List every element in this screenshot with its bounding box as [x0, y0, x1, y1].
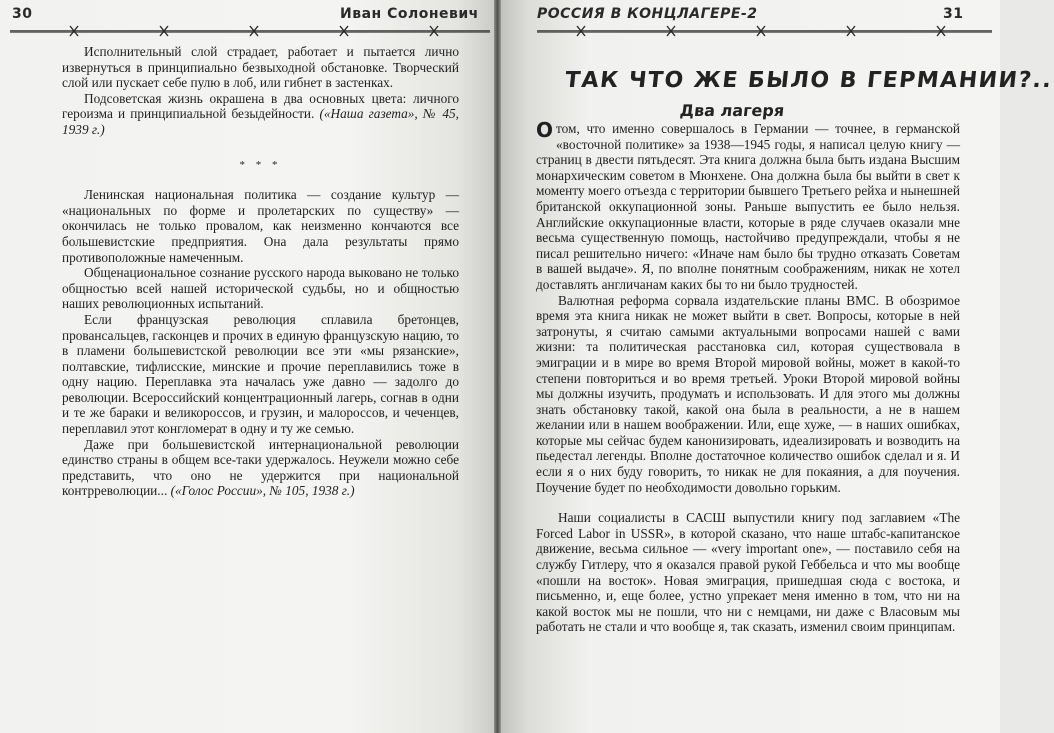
drop-cap: О — [536, 118, 554, 142]
left-paragraph-2: Подсоветская жизнь окрашена в два основных цвета: личного героизма и принципиальной безыдейности. («Наша газета», № 45, 1939 г.) — [62, 90, 459, 137]
chapter-title: ТАК ЧТО ЖЕ БЫЛО В ГЕРМАНИИ?.. — [563, 68, 1054, 93]
left-paragraph-6: Даже при большевистской интернациональной революции единство страны в общем все-таки удержалось. Неужели можно себе представить, что оно не удержится при национальной контрреволюции... («Голос России», № 105, 1938 г.) — [62, 436, 459, 499]
right-page-body — [536, 118, 960, 635]
left-paragraph-1: Исполнительный слой страдает, работает и пытается лично извернуться в принципиально безвыходной обстановке. Творческий слой или пускает себе пулю в лоб, или гибнет в застенках. — [62, 44, 459, 91]
barbed-wire-divider-icon — [10, 24, 490, 38]
left-running-head: Иван Солоневич — [340, 6, 479, 22]
left-page-number: 30 — [12, 6, 33, 22]
book-gutter — [494, 0, 501, 733]
right-paragraph-1: Отом, что именно совершалось в Германии — точнее, в германской «восточной политике» за 1938—1945 годы, я написал целую книгу — страниц в двести пятьдесят. Эта книга должна была быть издана Высшим монархическим советом в Мюнхене. Она должна была бы выйти в свет к моменту моего отъезда с территории бывшего Третьего рейха и нынешней британской оккупационной зоны. Раньше выпустить ее было нельзя. Английские оккупационные власти, которые в ряде случаев оказали мне весьма существенную помощь, настойчиво предупреждали, чтобы я не писал решительно ничего: «Иначе нам было бы трудно отказать Советам в вашей выдаче». Я, по вполне понятным соображениям, никак не хотел доставлять англичанам каких бы то ни было трудностей. — [536, 118, 960, 292]
left-paragraph-4: Общенациональное сознание русского народа выковано не только общностью всей нашей исторической судьбы, но и общностью наших революционных испытаний. — [62, 265, 459, 312]
citation: («Наша газета», № 45, 1939 г.) — [62, 106, 459, 137]
right-paragraph-2: Валютная реформа сорвала издательские планы ВМС. В обозримое время эта книга никак не может выйти в свет. Вопросы, которые в ней затронуты, я считаю самыми актуальными вопросами нашей с вами жизни: та политическая расстановка сил, которая существовала в эмиграции и в мире во время Второй мировой войны, может в какой-то степени повториться и во время третьей. Уроки Второй мировой войны мы должны изучить, продумать и использовать. И для этого мы должны знать обстановку такой, какой она была в реальности, а не в нашем желании или в нашем воображении. Или, еще хуже, — в наших ошибках, которые мы сейчас будем канонизировать, идеализировать и возводить на пьедестал легенды. Вполне достаточное количество ошибок сделал и я. И если я о них буду говорить, то никак не для покаяния, а для поучения. Поучение будет по необходимости довольно горьким. — [536, 292, 960, 495]
right-running-head: РОССИЯ В КОНЦЛАГЕРЕ-2 — [537, 6, 758, 22]
barbed-wire-divider-icon — [537, 24, 992, 38]
right-page-number: 31 — [943, 6, 964, 22]
citation: («Голос России», № 105, 1938 г.) — [170, 483, 355, 499]
right-paragraph-3: Наши социалисты в САСШ выпустили книгу под заглавием «The Forced Labor in USSR», в которой сказано, что наше штабс-капитанское движение, весьма сильное — «very important one», — поставило себя на службу Гитлеру, что я оказался правой рукой Геббельса и что мы вообще «пошли на восток». Новая эмиграция, пришедшая сюда с востока, и письменно, и, еще более, устно упрекает меня именно в том, что ни на какой восток мы не пошли, что ни с немцами, ни даже с Власовым мы работать не стали и что вообще я, так сказать, изменил своим принципам. — [536, 510, 960, 635]
left-page — [0, 0, 497, 733]
left-paragraph-5: Если французская революция сплавила бретонцев, провансальцев, гасконцев и прочих в единую французскую нацию, то в пламени большевистской революции все эти «мы рязанские», полтавские, тифлисские, минские и прочие переплавились тоже в одну нацию. Переплавка эта началась уже давно — задолго до революции. Всероссийский концентрационный лагерь, согнав в одни и те же бараки и великороссов, и грузин, и малороссов, и чеченцев, переплавил этот конгломерат в одну и ту же семью. — [62, 311, 459, 437]
section-separator: * * * — [239, 158, 282, 171]
left-paragraph-3: Ленинская национальная политика — создание культур — «национальных по форме и пролетарских по существу» — окончилась не только провалом, как неизменно кончаются все большевистские предприятия. Она дала результаты прямо противоположные намеченным. — [62, 187, 459, 265]
section-title: Два лагеря — [679, 101, 786, 120]
left-page-body — [62, 44, 459, 499]
